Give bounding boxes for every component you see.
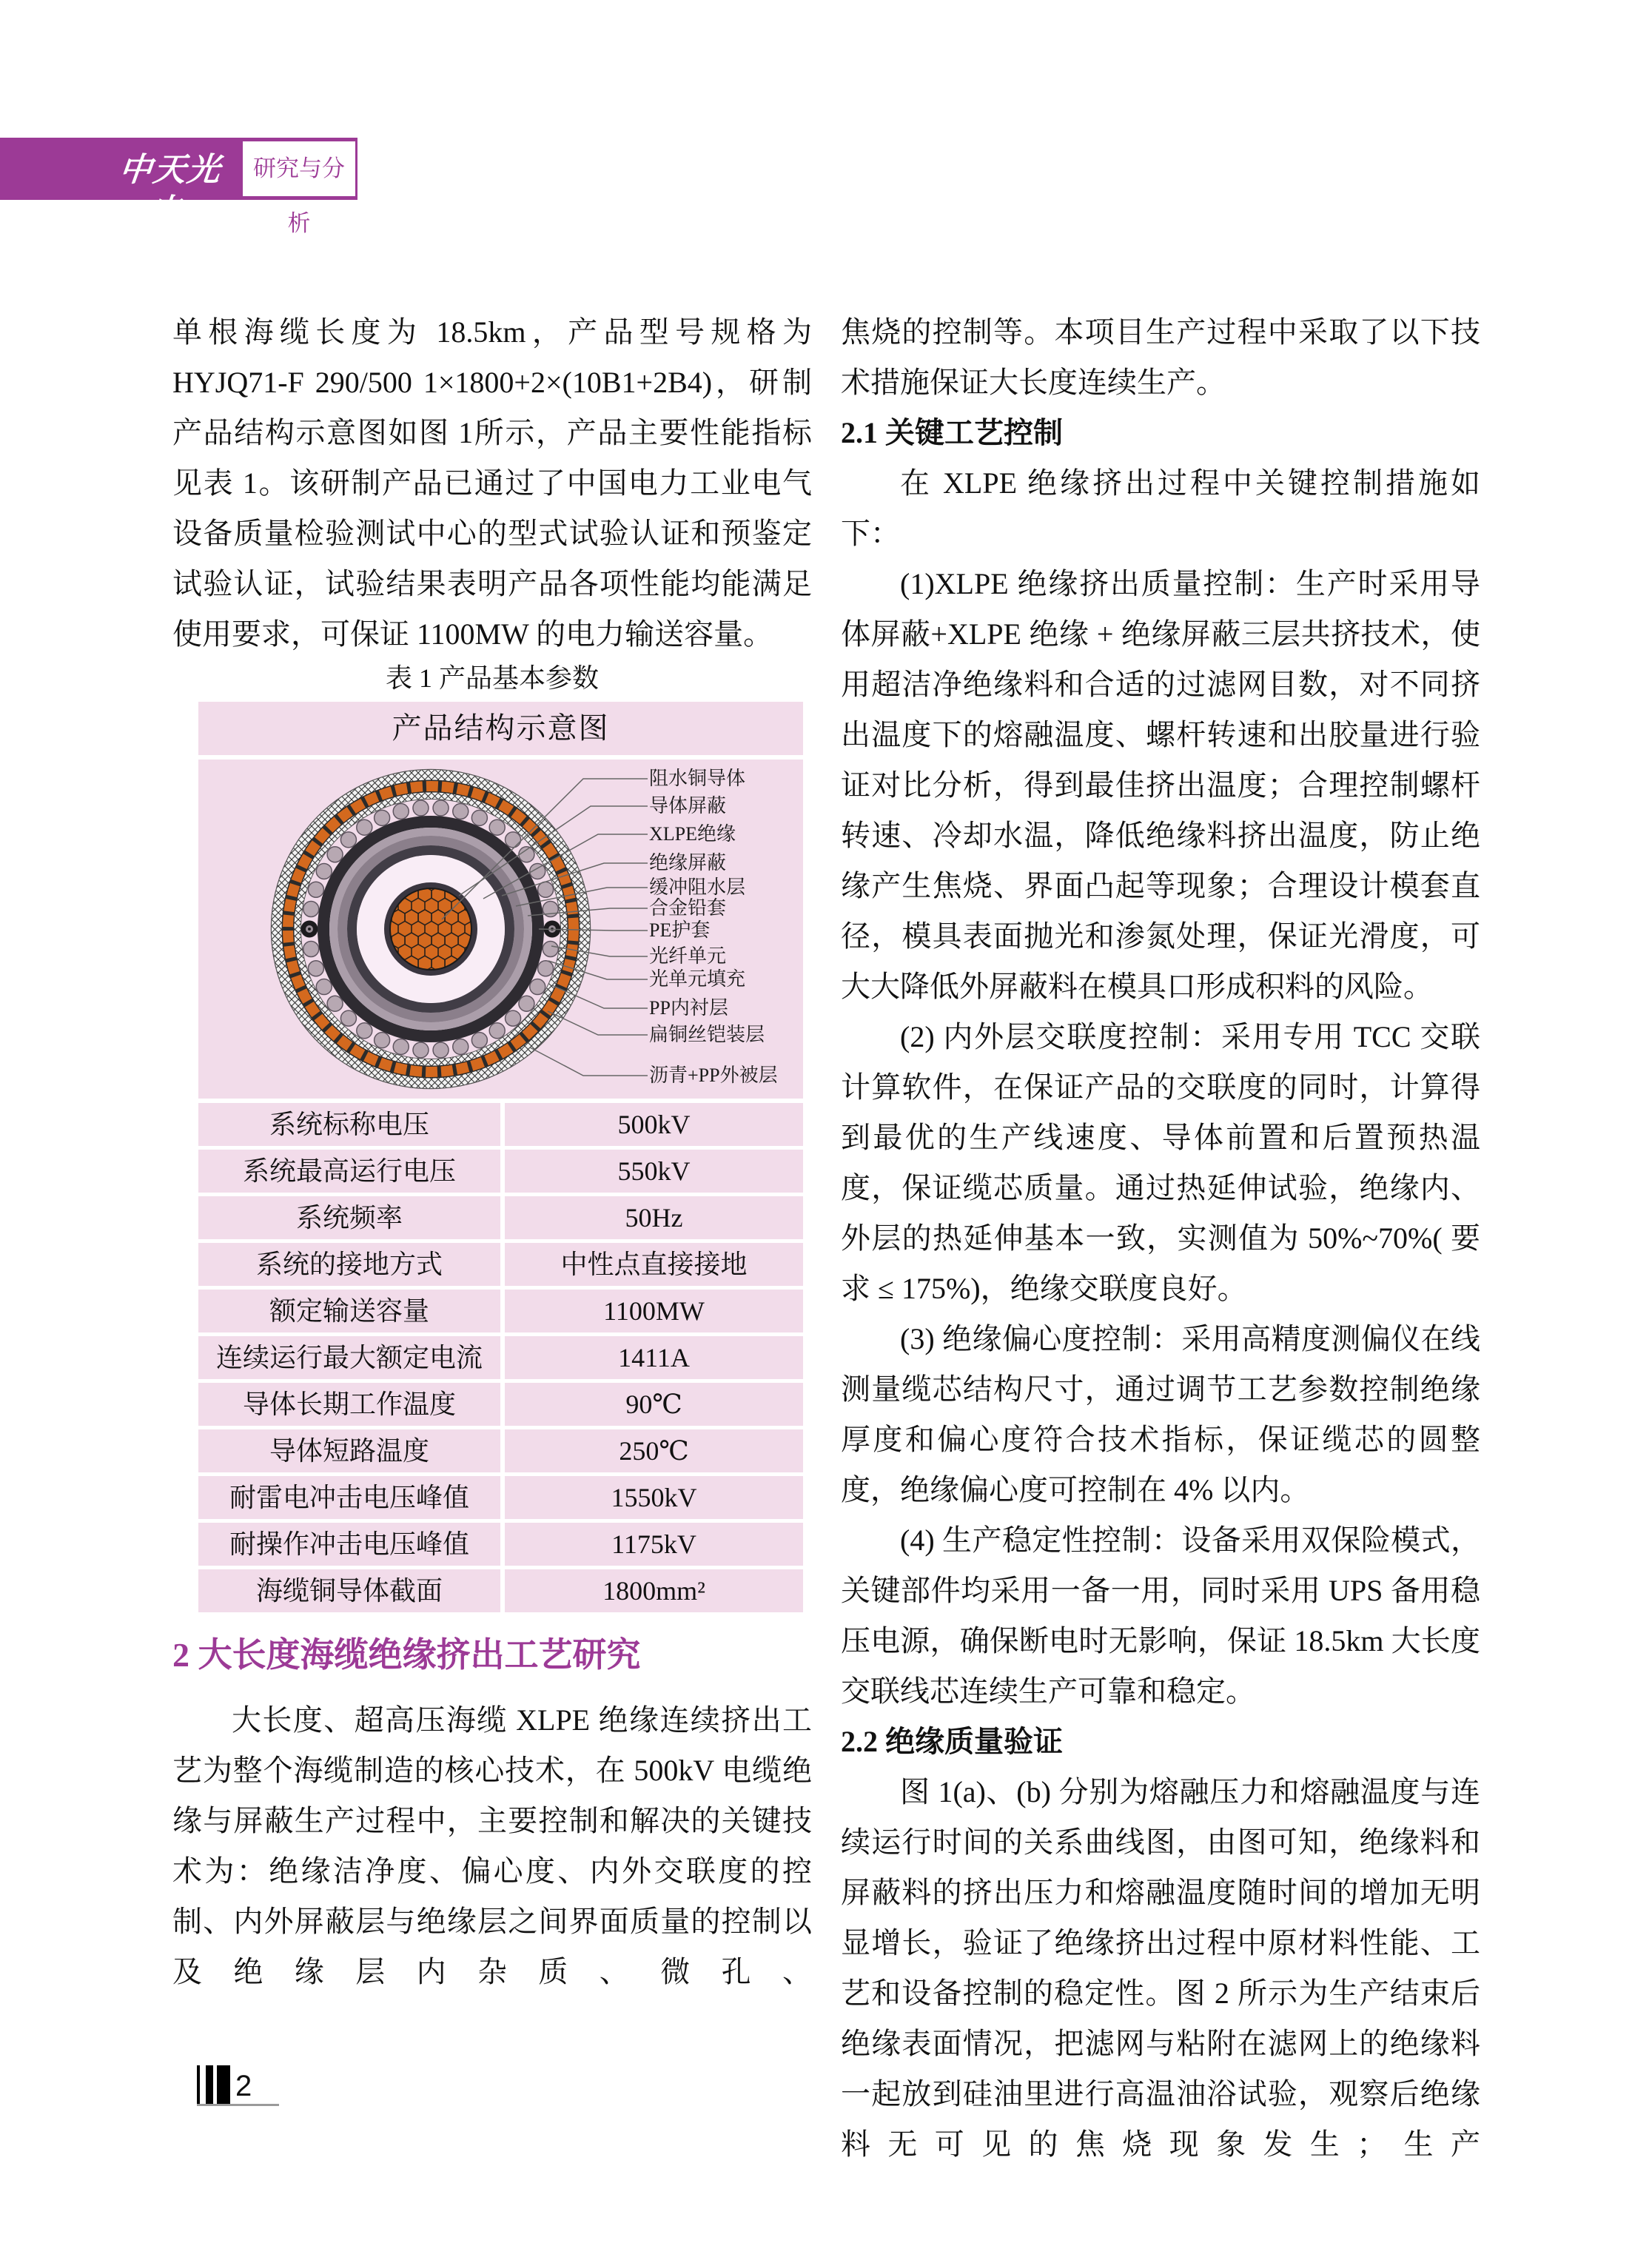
right-column [841,307,1480,2170]
table-row [198,1290,803,1332]
row-label: 导体长期工作温度 [198,1383,500,1426]
paragraph-2-1-item1: (1)XLPE 绝缘挤出质量控制：生产时采用导体屏蔽+XLPE 绝缘 + 绝缘屏蔽三层共挤技术，使用超洁净绝缘料和合适的过滤网目数，对不同挤出温度下的熔融温度、螺杆转速和出胶量进行验证对比分析，得到最佳挤出温度；合理控制螺杆转速、冷却水温，降低绝缘料挤出温度，防止绝缘产生焦烧、界面凸起等现象；合理设计模套直径，模具表面抛光和渗氮处理，保证光滑度，可大大降低外屏蔽料在模具口形成积料的风险。 [841,567,1480,1003]
layer-label-pe-sheath: PE护套 [649,919,711,941]
table-row [198,1523,803,1566]
layer-label-outer-serving: 沥青+PP外被层 [649,1064,778,1086]
layer-label-xlpe-insulation: XLPE绝缘 [649,823,736,845]
table-header-cell: 产品结构示意图 [198,702,803,755]
footer-bars-icon [197,2065,230,2104]
layer-label-conductor-screen: 导体屏蔽 [649,795,727,817]
row-value: 50Hz [505,1196,803,1239]
row-value: 500kV [505,1103,803,1146]
row-label: 耐雷电冲击电压峰值 [198,1476,500,1519]
row-value: 90℃ [505,1383,803,1426]
row-value: 550kV [505,1150,803,1193]
product-parameter-table [198,702,803,1612]
table-row [198,1243,803,1286]
layer-label-conductor: 阻水铜导体 [649,768,746,789]
paragraph-2-2: 图 1(a)、(b) 分别为熔融压力和熔融温度与连续运行时间的关系曲线图，由图可知，绝缘料和屏蔽料的挤出压力和熔融温度随时间的增加无明显增长，验证了绝缘挤出过程中原材料性能、工艺和设备控制的稳定性。图 2 所示为生产结束后绝缘表面情况，把滤网与粘附在滤网上的绝缘料一起放到硅油里进行高温油浴试验，观察后绝缘料无可见的焦烧现象发生；生产 [841,1775,1480,2161]
row-label: 连续运行最大额定电流 [198,1336,500,1379]
column-tab [241,139,357,236]
table-row [198,1476,803,1519]
layer-label-pp-liner: PP内衬层 [649,997,728,1019]
table-row [198,1383,803,1426]
row-label: 额定输送容量 [198,1290,500,1332]
table-row [198,1569,803,1612]
paragraph-2-1-intro: 在 XLPE 绝缘挤出过程中关键控制措施如下： [841,466,1480,550]
journal-logo: 中天光电 [117,152,224,229]
parameter-rows [198,1103,803,1612]
table-row [198,1196,803,1239]
layer-label-buffer-layer: 缓冲阻水层 [649,876,746,898]
section-2-heading: 2 大长度海缆绝缘挤出工艺研究 [172,1636,641,1674]
table-row [198,1336,803,1379]
table-row [198,1429,803,1472]
row-value: 1800mm² [505,1569,803,1612]
row-label: 系统最高运行电压 [198,1150,500,1193]
row-value: 1411A [505,1336,803,1379]
column-tab-label: 研究与分析 [253,155,345,236]
table-row [198,1103,803,1146]
intro-paragraph: 单根海缆长度为 18.5km，产品型号规格为 HYJQ71-F 290/500 1×1800+2×(10B1+2B4)，研制产品结构示意图如图 1所示，产品主要性能指标见表 1。该研制产品已通过了中国电力工业电气设备质量检验测试中心的型式试验认证和预鉴定试验认证，试验结果表明产品各项性能均能满足使用要求，可保证 1100MW 的电力输送容量。 [172,315,812,651]
section-2-2-heading: 2.2 绝缘质量验证 [841,1725,1063,1758]
cable-cross-section-figure [198,760,803,1099]
row-label: 导体短路温度 [198,1429,500,1472]
paragraph-2-1-item4: (4) 生产稳定性控制：设备采用双保险模式，关键部件均采用一备一用，同时采用 UPS 备用稳压电源，确保断电时无影响，保证 18.5km 大长度交联线芯连续生产可靠和稳定。 [841,1523,1480,1708]
row-label: 海缆铜导体截面 [198,1569,500,1612]
section-2-paragraph: 大长度、超高压海缆 XLPE 绝缘连续挤出工艺为整个海缆制造的核心技术，在 500kV 电缆绝缘与屏蔽生产过程中，主要控制和解决的关键技术为：绝缘洁净度、偏心度、内外交联度的控制、内外屏蔽层与绝缘层之间界面质量的控制以及绝缘层内杂质、微孔、 [172,1703,812,1988]
footer-rule [197,2104,279,2106]
row-label: 系统频率 [198,1196,500,1239]
row-value: 中性点直接接地 [505,1243,803,1286]
row-label: 耐操作冲击电压峰值 [198,1523,500,1566]
section-2-1-heading: 2.1 关键工艺控制 [841,416,1063,449]
layer-label-insulation-screen: 绝缘屏蔽 [649,852,727,874]
table-row [198,1150,803,1193]
layer-label-lead-sheath: 合金铅套 [649,897,727,919]
layer-label-fiber-filler: 光单元填充 [649,968,746,990]
layer-label-copper-armor: 扁铜丝铠装层 [649,1024,765,1045]
paragraph-2-1-item3: (3) 绝缘偏心度控制：采用高精度测偏仪在线测量缆芯结构尺寸，通过调节工艺参数控制绝缘厚度和偏心度符合技术指标，保证缆芯的圆整度，绝缘偏心度可控制在 4% 以内。 [841,1322,1480,1506]
row-value: 1550kV [505,1476,803,1519]
row-value: 250℃ [505,1429,803,1472]
layer-label-fiber-unit: 光纤单元 [649,945,727,967]
row-label: 系统标称电压 [198,1103,500,1146]
page-number: 2 [235,2070,252,2102]
row-label: 系统的接地方式 [198,1243,500,1286]
row-value: 1175kV [505,1523,803,1566]
table-caption: 表 1 产品基本参数 [385,663,599,693]
paragraph-2-1-item2: (2) 内外层交联度控制：采用专用 TCC 交联计算软件，在保证产品的交联度的同时，计算得到最优的生产线速度、导体前置和后置预热温度，保证缆芯质量。通过热延伸试验，绝缘内、外层的热延伸基本一致，实测值为 50%~70%( 要求 ≤ 175%)，绝缘交联度良好。 [841,1020,1480,1305]
continuation-paragraph: 焦烧的控制等。本项目生产过程中采取了以下技术措施保证大长度连续生产。 [841,315,1480,399]
row-value: 1100MW [505,1290,803,1332]
left-column [172,307,812,1997]
